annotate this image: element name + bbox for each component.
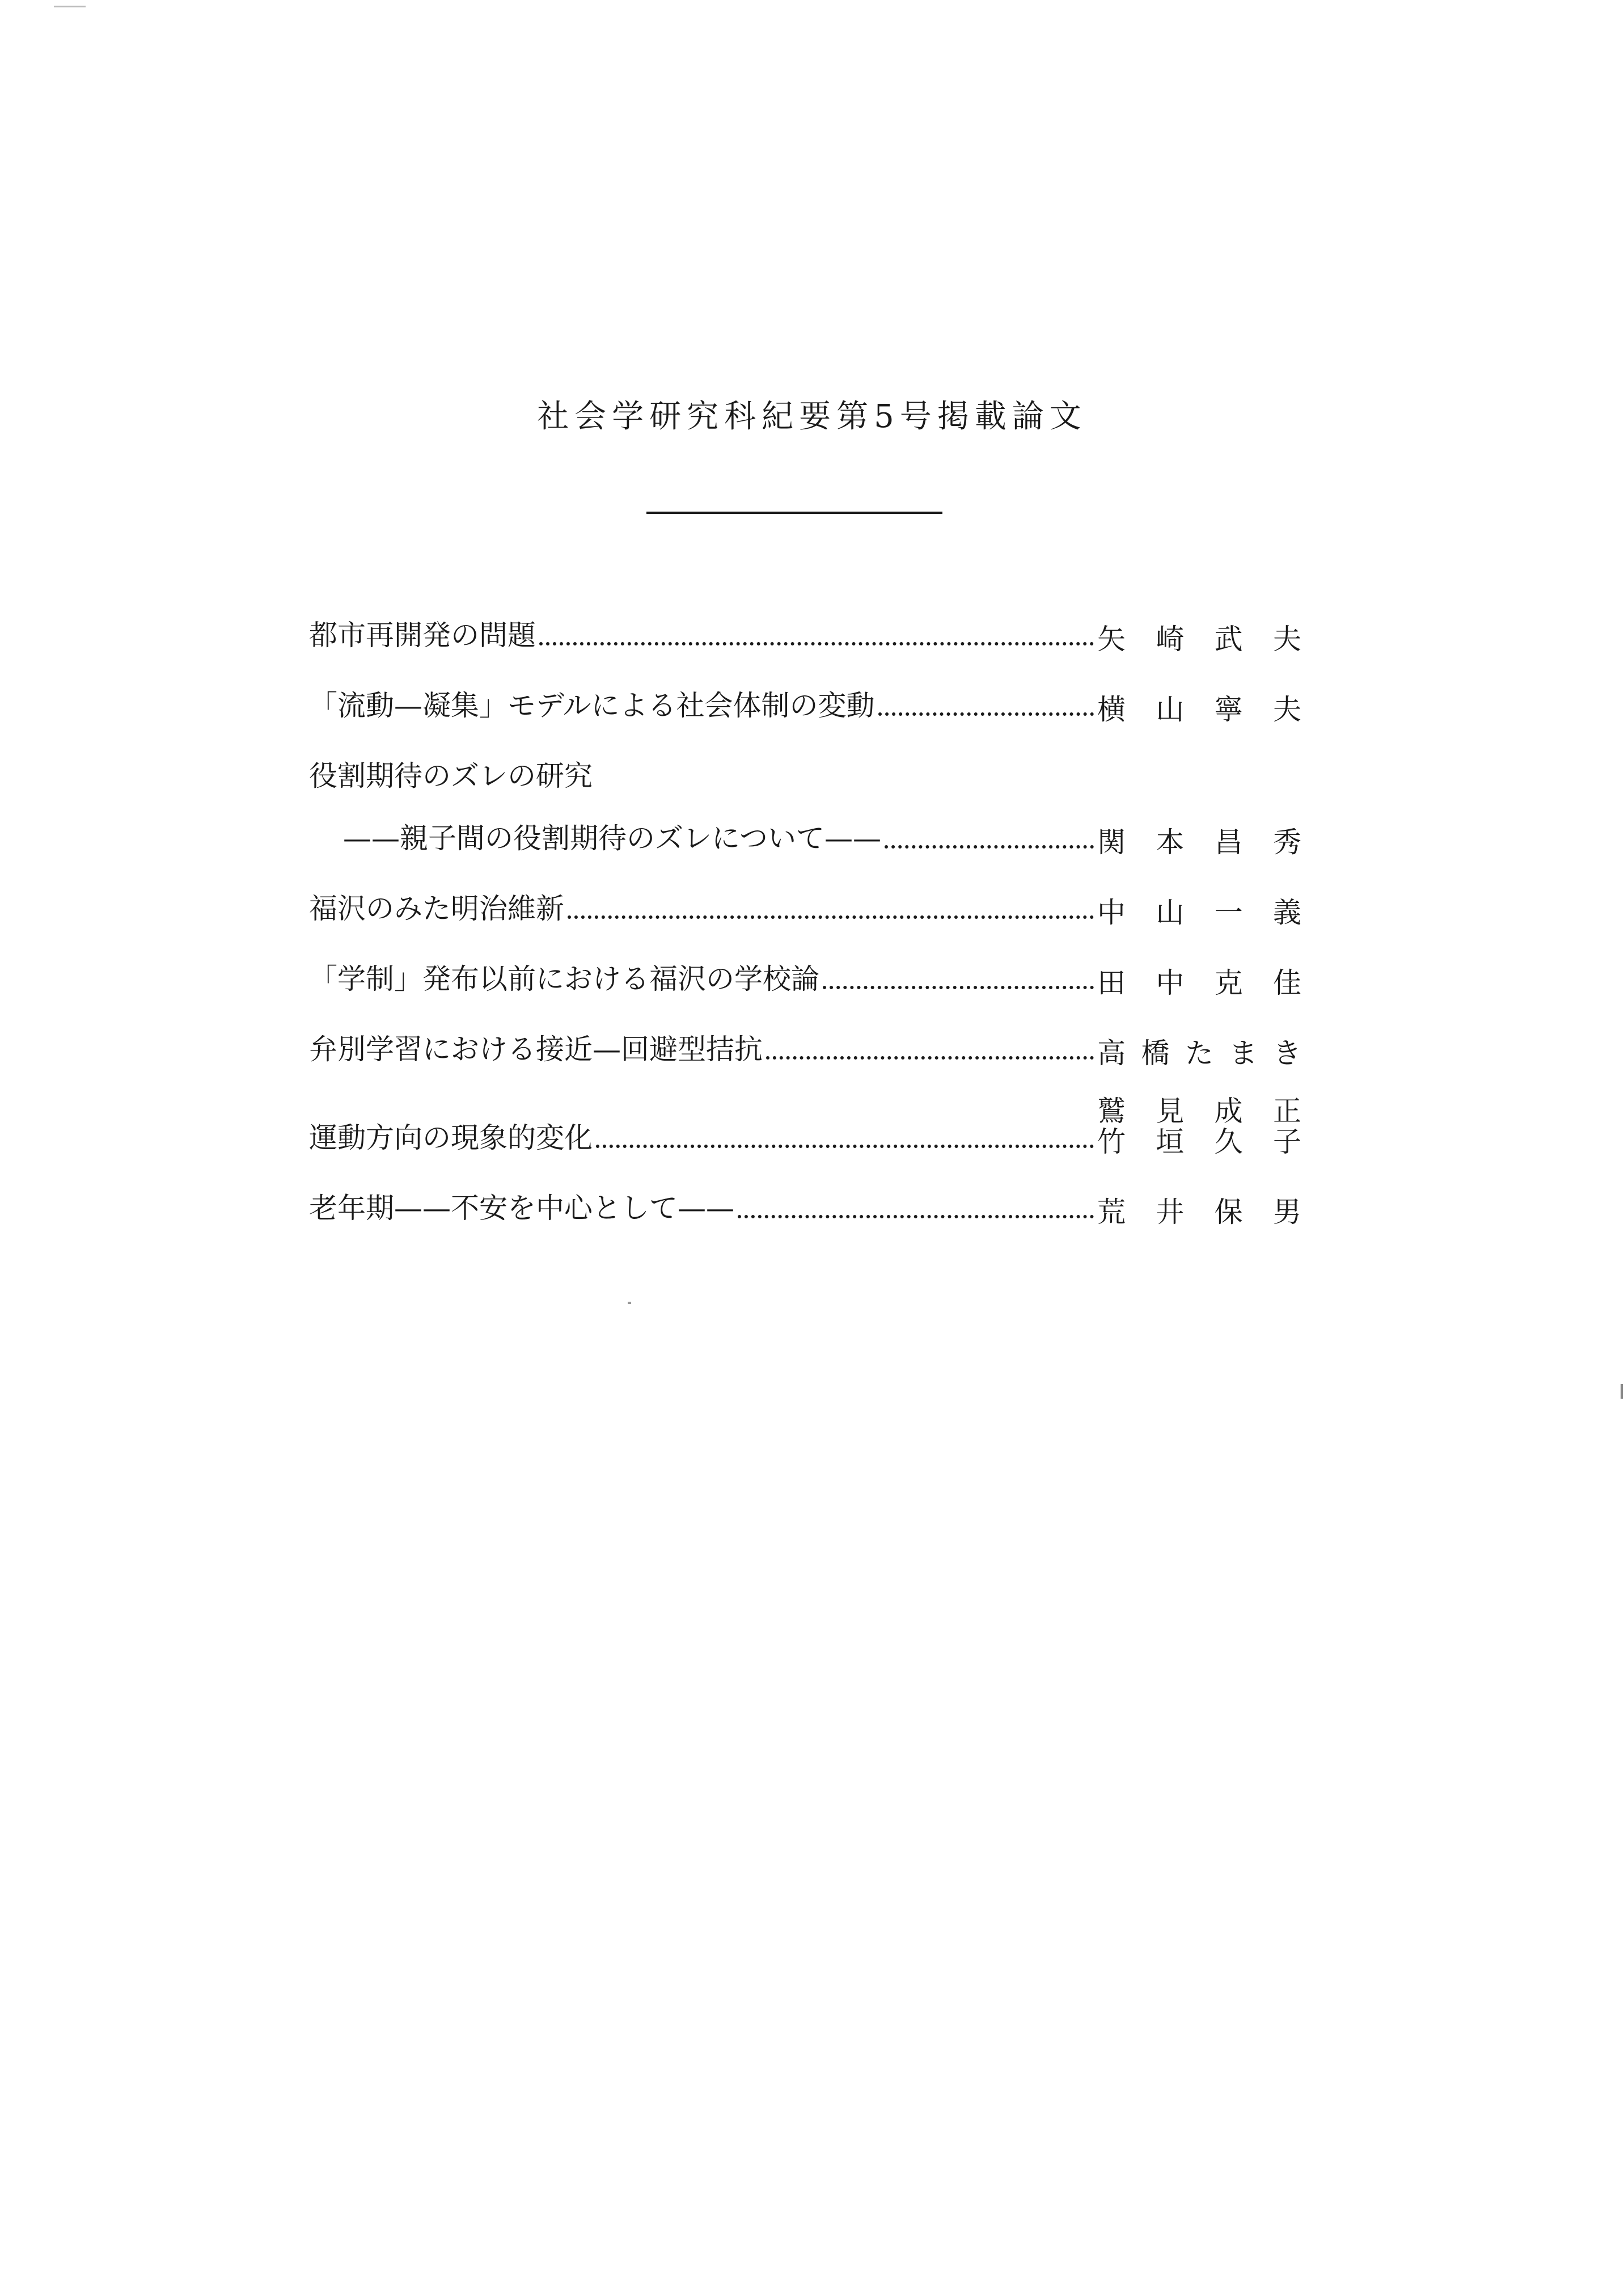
toc-entry-title: 都市再開発の問題 [309, 619, 536, 652]
author-name: 竹 垣 久 子 [1097, 1125, 1301, 1158]
scan-speck [628, 1302, 631, 1304]
edge-scan-mark [54, 6, 86, 7]
toc-entry-title: 福沢のみた明治維新 [309, 892, 564, 925]
dot-leader [738, 1215, 1094, 1218]
title-rule [646, 512, 942, 514]
toc-entry-subtitle: ——親子間の役割期待のズレについて—— [343, 822, 881, 855]
toc-entry-author [1097, 695, 1301, 724]
toc-entry [309, 1097, 1301, 1156]
dot-leader [596, 1145, 1094, 1148]
toc-entry [309, 1185, 1301, 1229]
author-name: 横 山 寧 夫 [1097, 693, 1301, 726]
author-name: 関 本 昌 秀 [1097, 826, 1301, 859]
author-name: 矢 崎 武 夫 [1097, 623, 1301, 656]
toc-entry [309, 1027, 1301, 1070]
author-name: 荒 井 保 男 [1097, 1196, 1301, 1229]
toc-entry-title: 「学制」発布以前における福沢の学校論 [309, 963, 819, 995]
dot-leader [878, 712, 1094, 716]
toc-entry-author [1097, 826, 1301, 859]
author-name: 中 山 一 義 [1097, 896, 1301, 929]
toc-section-heading: 役割期待のズレの研究 [309, 759, 593, 792]
page-title: 社会学研究科紀要第5号掲載論文 [537, 398, 1087, 435]
toc-entry [309, 886, 1301, 927]
toc-entry-author [1097, 623, 1301, 656]
toc-entry [309, 613, 1301, 656]
dot-leader [823, 986, 1094, 989]
dot-leader [568, 915, 1094, 919]
toc-entry-title: 「流動—凝集」モデルによる社会体制の変動 [309, 689, 875, 722]
toc-entry-author [1097, 1037, 1301, 1070]
toc-entry [309, 816, 1301, 859]
dot-leader [766, 1056, 1094, 1060]
toc-entry-author [1097, 898, 1301, 927]
toc-entry [309, 683, 1301, 724]
dot-leader [885, 845, 1094, 849]
toc-entry-title: 老年期——不安を中心として—— [309, 1192, 734, 1225]
toc-entry-title: 運動方向の現象的変化 [309, 1121, 593, 1154]
margin-scan-mark [1621, 1384, 1623, 1399]
table-of-contents [309, 613, 1301, 1256]
toc-entry-author [1097, 1196, 1301, 1229]
toc-entry [309, 956, 1301, 997]
author-name: 高 橋 た ま き [1097, 1037, 1301, 1070]
author-name: 鷲 見 成 正 [1097, 1095, 1301, 1128]
toc-entry-authors [1097, 1097, 1301, 1156]
author-name: 田 中 克 佳 [1097, 966, 1301, 999]
dot-leader [539, 642, 1094, 645]
toc-entry-title: 弁別学習における接近—回避型拮抗 [309, 1033, 763, 1066]
toc-entry-author [1097, 966, 1301, 999]
